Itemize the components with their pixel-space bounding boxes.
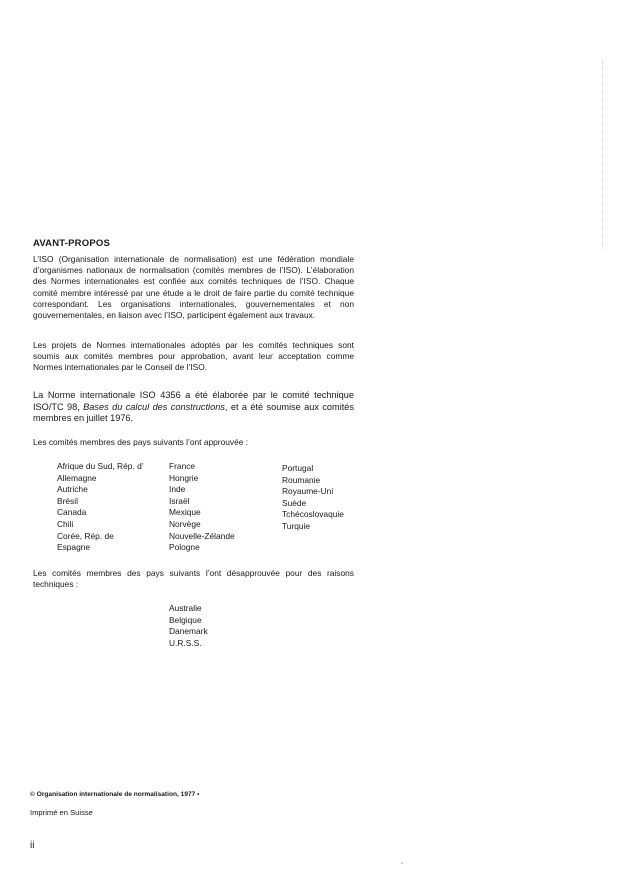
country-item: Allemagne <box>57 472 97 483</box>
country-item: U.R.S.S. <box>169 637 202 648</box>
country-item: Canada <box>57 507 87 518</box>
approved-countries-column-2 <box>169 461 235 554</box>
paragraph-standard-origin <box>33 390 354 425</box>
paragraph-standard-origin-text-1: La Norme internationale ISO 4356 a été élaborée par le comité technique ISO/TC 98, <box>33 390 354 412</box>
country-item: Israël <box>169 495 190 506</box>
country-item: Autriche <box>57 484 88 495</box>
approved-countries-column-1 <box>57 461 144 554</box>
country-item: France <box>169 461 196 471</box>
paragraph-iso-intro: L’ISO (Organisation internationale de normalisation) est une fédération mondiale d’organismes nationaux de normalisation (comités membres de l’ISO). L’élaboration des Normes internationales est confiée aux comités techniques de l’ISO. Chaque comité membre intéressé par une étude a le droit de faire partie du comité technique correspondant. Les organisations internationales, gouvernementales et non gouvernementales, en liaison avec l’ISO, participent également aux travaux. <box>33 254 354 321</box>
country-item: Nouvelle-Zélande <box>169 530 235 541</box>
country-item: Portugal <box>282 463 314 473</box>
country-item: Norvège <box>169 518 201 529</box>
country-item: Chili <box>57 518 74 529</box>
country-item: Roumanie <box>282 474 321 485</box>
country-item: Hongrie <box>169 472 199 483</box>
country-item: Espagne <box>57 542 91 553</box>
printed-in-note: Imprimé en Suisse <box>30 808 93 817</box>
country-item: Danemark <box>169 626 208 637</box>
country-item: Brésil <box>57 495 78 506</box>
disapproved-countries-list <box>169 603 208 649</box>
country-item: Turquie <box>282 520 311 531</box>
country-item: Suède <box>282 497 307 508</box>
copyright-notice: © Organisation internationale de normalisation, 1977 • <box>30 791 200 798</box>
country-item: Australie <box>169 603 202 613</box>
country-item: Tchécoslovaquie <box>282 509 344 520</box>
country-item: Belgique <box>169 614 202 625</box>
country-item: Pologne <box>169 542 200 553</box>
paragraph-approved-intro: Les comités membres des pays suivants l’ont approuvée : <box>33 437 249 447</box>
paragraph-standard-origin-text-2: , et a été soumise aux comités membres en juillet 1976. <box>33 401 354 423</box>
section-heading: AVANT-PROPOS <box>33 238 110 249</box>
page-number: ii <box>30 840 35 851</box>
country-item: Afrique du Sud, Rép. d’ <box>57 461 144 471</box>
country-item: Mexique <box>169 507 201 518</box>
scan-speck <box>401 862 403 864</box>
country-item: Corée, Rép. de <box>57 530 114 541</box>
committee-title: Bases du calcul des constructions <box>83 401 225 412</box>
page-edge-mark <box>601 60 603 250</box>
paragraph-disapproved-intro: Les comités membres des pays suivants l’ont désapprouvée pour des raisons techniques : <box>33 568 354 590</box>
paragraph-approval-process: Les projets de Normes internationales adoptés par les comités techniques sont soumis aux comités membres pour approbation, avant leur acceptation comme Normes internationales par le Conseil de l’ISO. <box>33 340 354 373</box>
approved-countries-column-3 <box>282 463 344 533</box>
country-item: Royaume-Uni <box>282 486 334 497</box>
country-item: Inde <box>169 484 186 495</box>
